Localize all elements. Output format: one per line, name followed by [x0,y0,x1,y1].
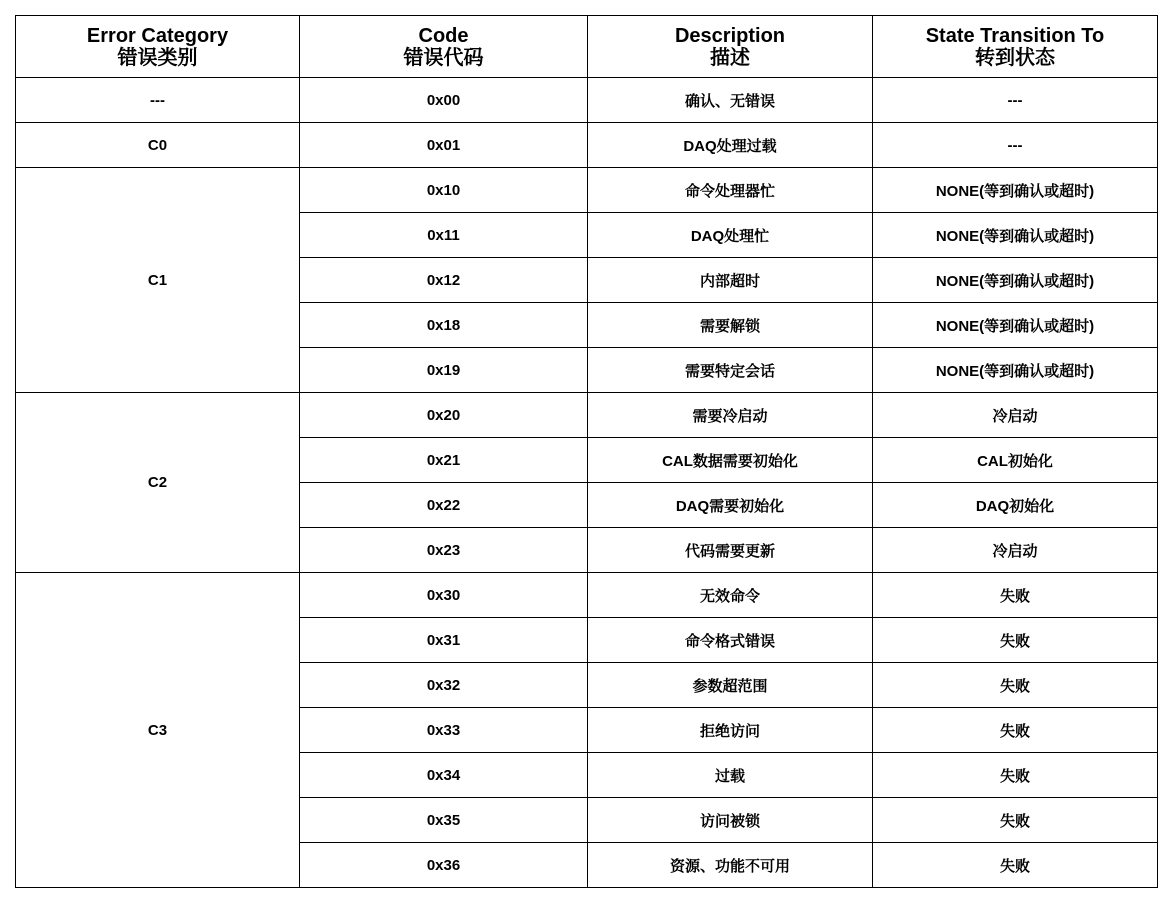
cell-code: 0x18 [300,303,588,348]
header-code [300,16,588,78]
header-state-transition [873,16,1158,78]
cell-description: CAL数据需要初始化 [588,438,873,483]
table-row [16,168,1158,213]
cell-error-category: C2 [16,393,300,573]
table-header-row [16,16,1158,78]
cell-code: 0x36 [300,843,588,888]
cell-state-transition: --- [873,123,1158,168]
error-code-table [15,15,1158,888]
cell-description: 拒绝访问 [588,708,873,753]
cell-code: 0x19 [300,348,588,393]
cell-state-transition: 失败 [873,843,1158,888]
cell-error-category: C1 [16,168,300,393]
cell-error-category: --- [16,78,300,123]
header-error-category-en: Error Category [86,24,229,47]
header-description-en: Description [674,24,786,47]
cell-error-category: C0 [16,123,300,168]
cell-state-transition: 冷启动 [873,393,1158,438]
header-code-zh: 错误代码 [403,46,484,69]
cell-code: 0x30 [300,573,588,618]
cell-description: DAQ处理过载 [588,123,873,168]
cell-description: DAQ处理忙 [588,213,873,258]
cell-code: 0x11 [300,213,588,258]
cell-state-transition: NONE(等到确认或超时) [873,168,1158,213]
cell-code: 0x23 [300,528,588,573]
cell-code: 0x12 [300,258,588,303]
cell-state-transition: NONE(等到确认或超时) [873,213,1158,258]
cell-description: 代码需要更新 [588,528,873,573]
cell-description: 需要解锁 [588,303,873,348]
cell-code: 0x34 [300,753,588,798]
header-description-zh: 描述 [710,46,750,69]
cell-code: 0x01 [300,123,588,168]
cell-code: 0x22 [300,483,588,528]
cell-state-transition: 冷启动 [873,528,1158,573]
cell-description: 无效命令 [588,573,873,618]
cell-error-category: C3 [16,573,300,888]
cell-description: 命令格式错误 [588,618,873,663]
cell-state-transition: DAQ初始化 [873,483,1158,528]
table-body [16,78,1158,888]
cell-description: 内部超时 [588,258,873,303]
cell-state-transition: 失败 [873,798,1158,843]
cell-state-transition: 失败 [873,708,1158,753]
header-description [588,16,873,78]
cell-code: 0x32 [300,663,588,708]
table-row [16,573,1158,618]
cell-description: 资源、功能不可用 [588,843,873,888]
header-error-category [16,16,300,78]
cell-description: 访问被锁 [588,798,873,843]
header-state-transition-zh: 转到状态 [975,46,1055,69]
cell-state-transition: NONE(等到确认或超时) [873,258,1158,303]
cell-description: 需要冷启动 [588,393,873,438]
table-row [16,393,1158,438]
header-error-category-zh: 错误类别 [117,46,198,69]
cell-description: 需要特定会话 [588,348,873,393]
header-code-en: Code [418,24,469,47]
cell-code: 0x35 [300,798,588,843]
cell-description: 过载 [588,753,873,798]
cell-code: 0x21 [300,438,588,483]
table-row [16,78,1158,123]
cell-state-transition: --- [873,78,1158,123]
error-code-table-container [15,15,1158,888]
cell-code: 0x10 [300,168,588,213]
cell-description: 确认、无错误 [588,78,873,123]
header-state-transition-en: State Transition To [925,24,1105,47]
cell-state-transition: 失败 [873,618,1158,663]
cell-state-transition: 失败 [873,573,1158,618]
cell-description: 参数超范围 [588,663,873,708]
cell-state-transition: CAL初始化 [873,438,1158,483]
cell-state-transition: 失败 [873,753,1158,798]
table-row [16,123,1158,168]
cell-description: 命令处理器忙 [588,168,873,213]
cell-code: 0x33 [300,708,588,753]
cell-state-transition: NONE(等到确认或超时) [873,348,1158,393]
cell-code: 0x00 [300,78,588,123]
cell-code: 0x20 [300,393,588,438]
cell-code: 0x31 [300,618,588,663]
cell-state-transition: NONE(等到确认或超时) [873,303,1158,348]
cell-state-transition: 失败 [873,663,1158,708]
cell-description: DAQ需要初始化 [588,483,873,528]
